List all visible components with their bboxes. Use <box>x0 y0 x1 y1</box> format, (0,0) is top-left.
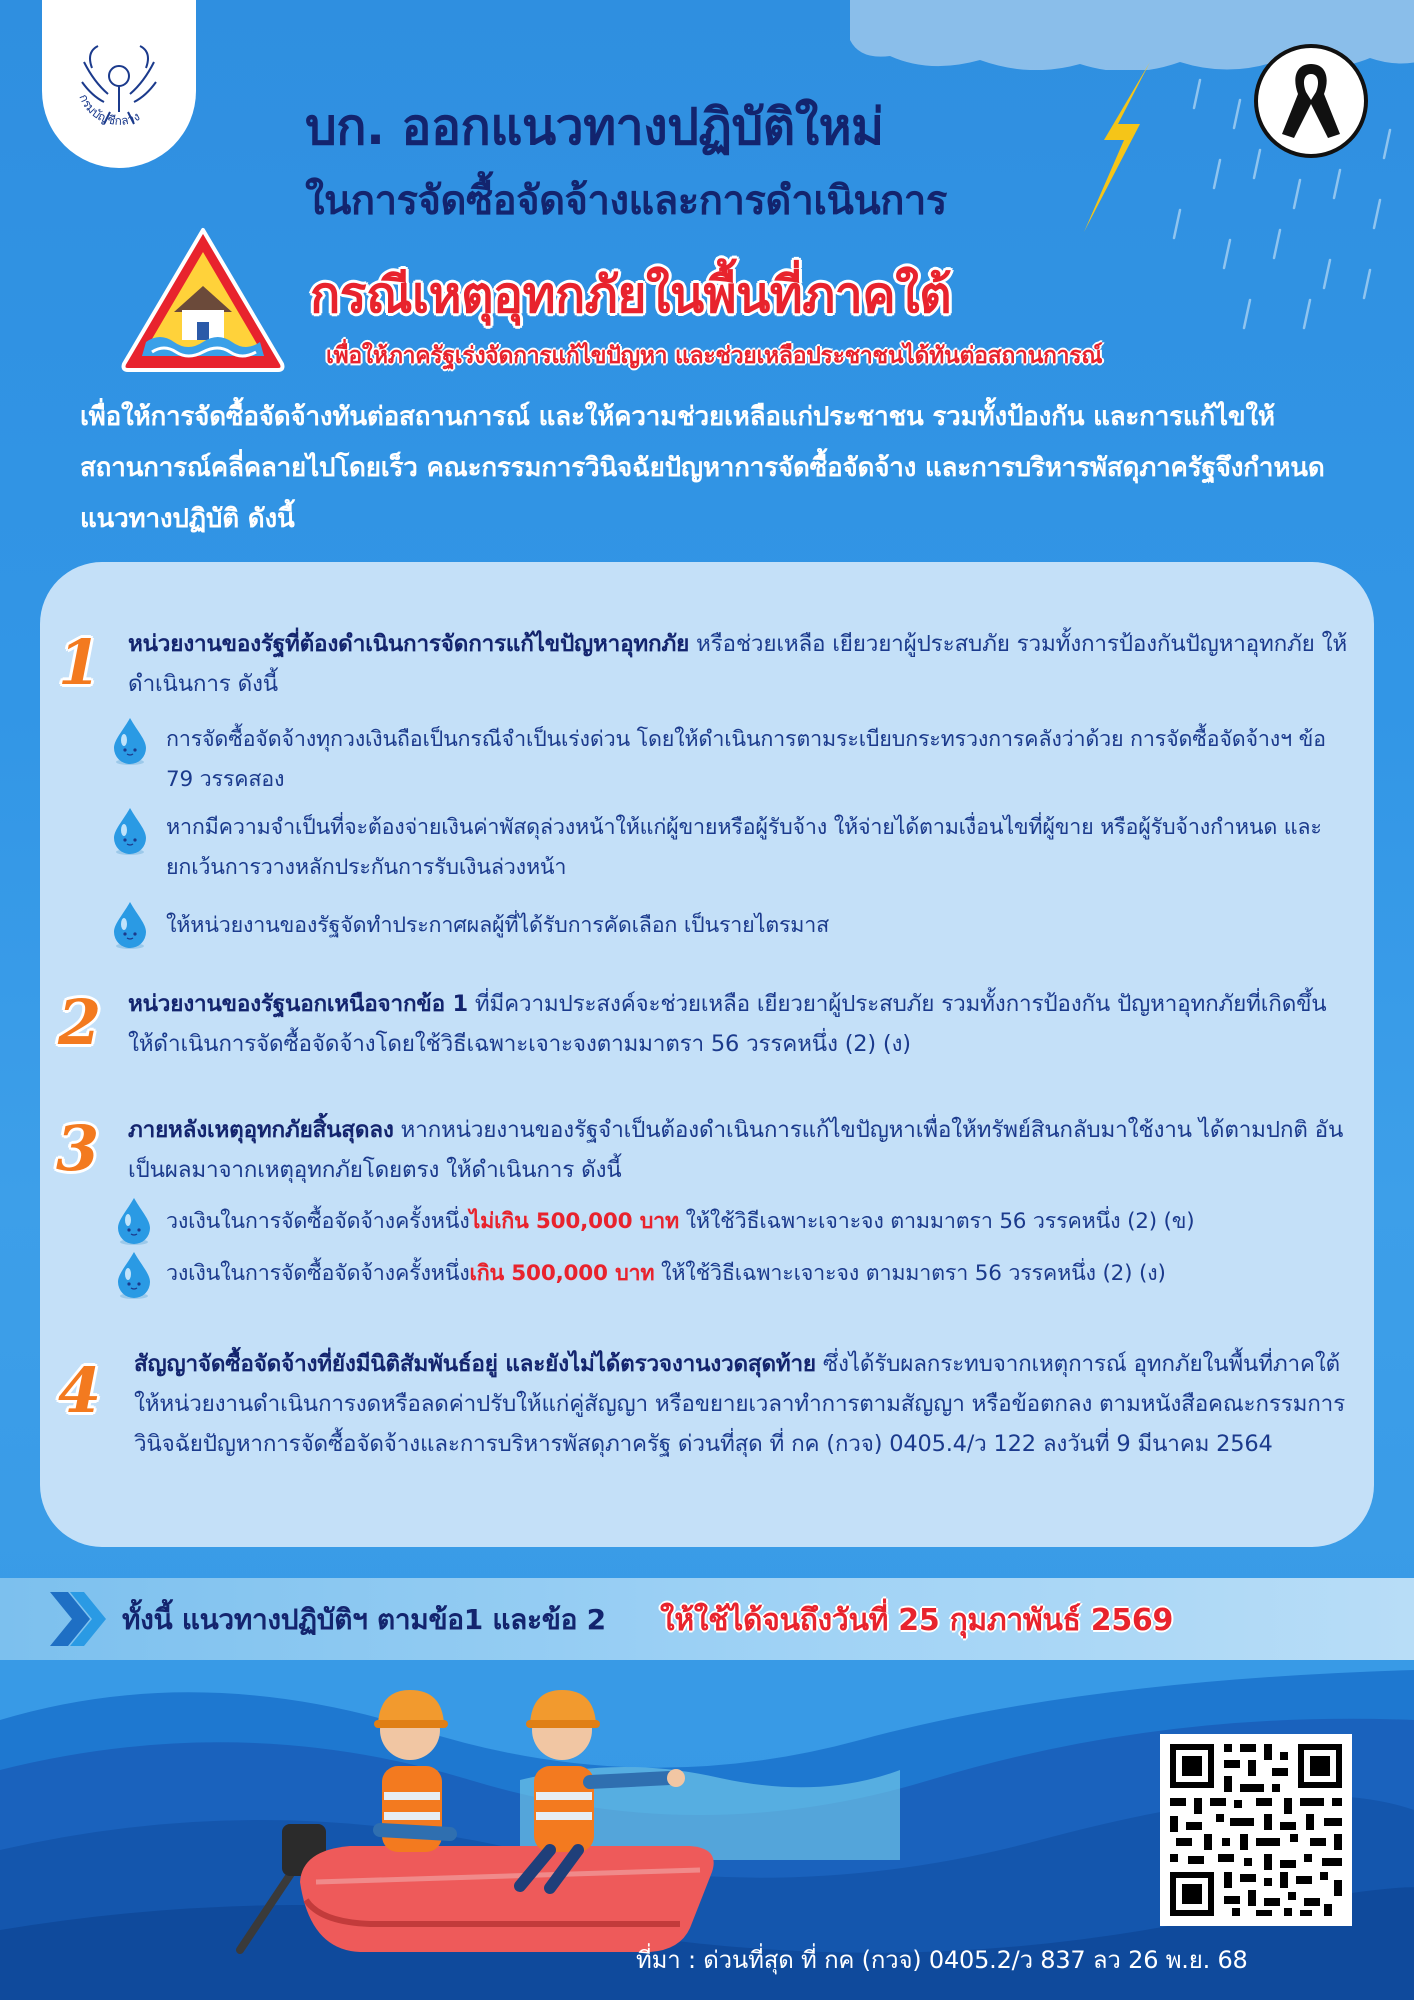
section-1-text <box>128 624 1348 704</box>
garuda-logo-icon <box>64 32 174 142</box>
qr-code[interactable] <box>1160 1734 1352 1926</box>
section-3-text <box>128 1110 1348 1190</box>
section-1-bold: หน่วยงานของรัฐที่ต้องดำเนินการจัดการแก้ไขปัญหาอุทกภัย <box>128 631 690 657</box>
water-drop-icon <box>108 806 152 856</box>
section-3-number: 3 <box>56 1112 100 1185</box>
section-1-item-3: ให้หน่วยงานของรัฐจัดทำประกาศผลผู้ที่ได้รับการคัดเลือก เป็นรายไตรมาส <box>166 913 830 938</box>
banner-deadline: ให้ใช้ได้จนถึงวันที่ 25 กุมภาพันธ์ 2569 <box>660 1603 1174 1638</box>
section-2-body: ที่มีความประสงค์จะช่วยเหลือ เยียวยาผู้ประสบภัย รวมทั้งการป้องกัน ปัญหาอุทกภัยที่เกิดขึ้น ให้ดำเนินการจัดซื้อจัดจ้างโดยใช้วิธีเฉพาะเจาะจงตามมาตรา 56 วรรคหนึ่ง (2) (ง) <box>128 991 1327 1057</box>
logo-tab <box>42 0 196 168</box>
section-4-bold: สัญญาจัดซื้อจัดจ้างที่ยังมีนิติสัมพันธ์อยู่ และยังไม่ได้ตรวจงานงวดสุดท้าย <box>134 1351 816 1377</box>
section-2-text <box>128 984 1358 1064</box>
title-line-1: บก. ออกแนวทางปฏิบัติใหม่ <box>305 98 884 156</box>
section-3-item-2-pre: วงเงินในการจัดซื้อจัดจ้างครั้งหนึ่ง <box>166 1261 470 1286</box>
section-3-item-1 <box>166 1202 1356 1242</box>
intro-paragraph: เพื่อให้การจัดซื้อจัดจ้างทันต่อสถานการณ์ และให้ความช่วยเหลือแก่ประชาชน รวมทั้งป้องกัน และการแก้ไขให้สถานการณ์คลี่คลายไปโดยเร็ว คณะกรรมการวินิจฉัยปัญหาการจัดซื้อจัดจ้าง และการบริหารพัสดุภาครัฐจึงกำหนดแนวทางปฏิบัติ ดังนี้ <box>80 402 1325 534</box>
section-3-item-2-post: ให้ใช้วิธีเฉพาะเจาะจง ตามมาตรา 56 วรรคหนึ่ง (2) (ง) <box>654 1261 1166 1286</box>
section-3-bold: ภายหลังเหตุอุทกภัยสิ้นสุดลง <box>128 1117 394 1143</box>
section-4-text <box>134 1344 1354 1464</box>
section-2-number: 2 <box>58 986 102 1059</box>
section-3-item-2 <box>166 1254 1356 1294</box>
section-2-bold: หน่วยงานของรัฐนอกเหนือจากข้อ 1 <box>128 991 468 1017</box>
water-drop-icon <box>108 716 152 766</box>
section-4-body: ซึ่งได้รับผลกระทบจากเหตุการณ์ อุทกภัยในพื้นที่ภาคใต้ ให้หน่วยงานดำเนินการงดหรือลดค่าปรับให้แก่คู่สัญญา หรือขยายเวลาทำการตามสัญญา หรือข้อตกลง ตามหนังสือคณะกรรมการวินิจฉัยปัญหาการจัดซื้อจัดจ้างและการบริหารพัสดุภาครัฐ ด่วนที่สุด ที่ กค (กวจ) 0405.4/ว 122 ลงวันที่ 9 มีนาคม 2564 <box>134 1351 1345 1457</box>
section-1-body: หรือช่วยเหลือ เยียวยาผู้ประสบภัย รวมทั้งการป้องกันปัญหาอุทกภัย ให้ดำเนินการ ดังนี้ <box>128 631 1348 697</box>
section-3-item-1-post: ให้ใช้วิธีเฉพาะเจาะจง ตามมาตรา 56 วรรคหนึ่ง (2) (ข) <box>678 1209 1195 1234</box>
water-drop-icon <box>112 1196 156 1246</box>
subtitle: เพื่อให้ภาครัฐเร่งจัดการแก้ไขปัญหา และช่วยเหลือประชาชนได้ทันต่อสถานการณ์ <box>326 343 1103 369</box>
section-1-item-1: การจัดซื้อจัดจ้างทุกวงเงินถือเป็นกรณีจำเป็นเร่งด่วน โดยให้ดำเนินการตามระเบียบกระทรวงการคลังว่าด้วย การจัดซื้อจัดจ้างฯ ข้อ 79 วรรคสอง <box>166 727 1326 792</box>
title-line-3: กรณีเหตุอุทกภัยในพื้นที่ภาคใต้ <box>310 266 952 324</box>
logo-text: กรมบัญชีกลาง <box>76 92 143 128</box>
mourning-ribbon-icon <box>1252 42 1370 160</box>
flood-warning-icon <box>118 224 288 374</box>
title-line-2: ในการจัดซื้อจัดจ้างและการดำเนินการ <box>305 178 947 224</box>
section-3-item-1-highlight: ไม่เกิน 500,000 บาท <box>469 1209 679 1234</box>
source-citation: ที่มา : ด่วนที่สุด ที่ กค (กวจ) 0405.2/ว 837 ลว 26 พ.ย. 68 <box>636 1946 1248 1974</box>
water-drop-icon <box>108 900 152 950</box>
section-4-number: 4 <box>58 1354 102 1427</box>
section-3-item-2-highlight: เกิน 500,000 บาท <box>469 1261 655 1286</box>
banner-text: ทั้งนี้ แนวทางปฏิบัติฯ ตามข้อ1 และข้อ 2 <box>122 1603 606 1636</box>
section-3-item-1-pre: วงเงินในการจัดซื้อจัดจ้างครั้งหนึ่ง <box>166 1209 470 1234</box>
section-1-item-2: หากมีความจำเป็นที่จะต้องจ่ายเงินค่าพัสดุล่วงหน้าให้แก่ผู้ขายหรือผู้รับจ้าง ให้จ่ายได้ตามเงื่อนไขที่ผู้ขาย หรือผู้รับจ้างกำหนด และยกเว้นการวางหลักประกันการรับเงินล่วงหน้า <box>166 815 1322 880</box>
section-1-number: 1 <box>58 626 102 699</box>
lightning-icon <box>1082 62 1152 232</box>
svg-text:กรมบัญชีกลาง <box>76 92 142 128</box>
section-3-body: หากหน่วยงานของรัฐจำเป็นต้องดำเนินการแก้ไขปัญหาเพื่อให้ทรัพย์สินกลับมาใช้งาน ได้ตามปกติ อันเป็นผลมาจากเหตุอุทกภัยโดยตรง ให้ดำเนินการ ดังนี้ <box>128 1117 1344 1183</box>
double-chevron-icon <box>48 1590 108 1648</box>
water-drop-icon <box>112 1250 156 1300</box>
